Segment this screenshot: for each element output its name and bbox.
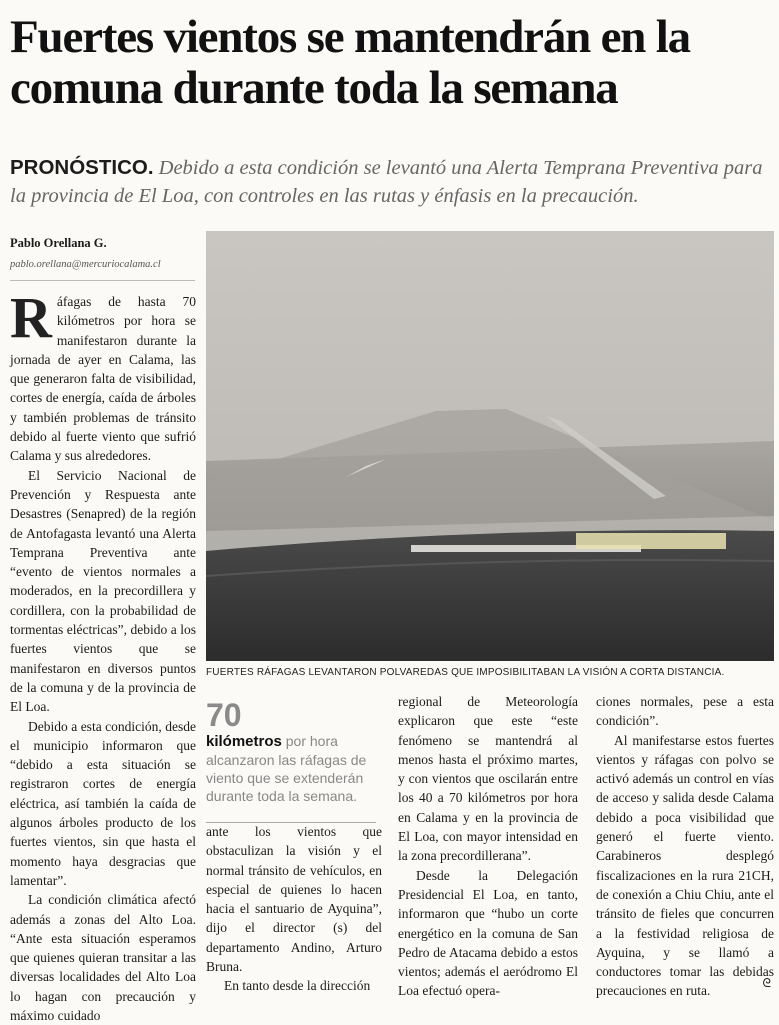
body-col2-p2: En tanto desde la dirección <box>224 978 371 994</box>
body-column-4 <box>596 692 774 1001</box>
body-col4-p1: ciones normales, pese a esta condición”. <box>596 694 774 729</box>
body-col1-p1: áfagas de hasta 70 kilómetros por hora se manifestaron durante la jornada de ayer en Calama, las que generaron falta de visibilidad, cortes de energía, caída de árboles y también problemas de tránsito debido al fuerte viento que sufrió Calama y sus alrededores. <box>10 294 196 464</box>
photo-illustration <box>206 231 774 661</box>
end-mark-icon: ᘓ <box>762 976 771 990</box>
stat-text: por hora alcanzaron las ráfagas de viento que se extenderán durante toda la semana. <box>206 733 367 804</box>
photo-caption: FUERTES RÁFAGAS LEVANTARON POLVAREDAS QUE IMPOSIBILITABAN LA VISIÓN A CORTA DISTANCIA. <box>206 667 725 678</box>
body-col3-p2: Desde la Delegación Presidencial El Loa, en tanto, informaron que “hubo un corte energético en la comuna de San Pedro de Atacama debido a estos vientos; además el aeródromo El Loa efectuó opera- <box>398 867 578 999</box>
byline-divider <box>10 280 195 281</box>
byline-email[interactable]: pablo.orellana@mercuriocalama.cl <box>10 259 161 270</box>
deck <box>10 154 772 210</box>
stat-number: 70 <box>206 697 242 733</box>
body-col3-p1: regional de Meteorología explicaron que este “este fenómeno se mantendrá al menos hasta el próximo martes, y con vientos que oscilarán entre los 40 a 70 kilómetros por hora en Calama y en la provincia de El Loa, con mayor intensidad en la zona precordillerana”. <box>398 694 578 864</box>
body-col1-p3: Debido a esta condición, desde el municipio informaron que “debido a esta situación se registraron cortes de energía eléctrica, así también la caída de algunos árboles producto de los fuertes vientos, sin que hasta el momento haya desgracias que lamentar”. <box>10 718 196 888</box>
body-col2-p1: ante los vientos que obstaculizan la visión y el normal tránsito de vehículos, en especial de quienes lo hacen hacia el santuario de Ayquina”, dijo el director (s) del departamento Andino, Arturo Bruna. <box>206 824 382 975</box>
headline: Fuertes vientos se mantendrán en la comuna durante toda la semana <box>10 11 690 114</box>
body-col1-p2: El Servicio Nacional de Prevención y Respuesta ante Desastres (Senapred) de la región de Antofagasta levantó una Alerta Temprana Preventiva ante “evento de vientos normales a moderados, en la precordillera y cordillera, con la probabilidad de tormentas eléctricas”, debido a los fuertes vientos que se manifestaron en diversos puntos de la comuna y de la provincia de El Loa. <box>10 467 196 715</box>
photo-dusty-road <box>206 231 774 661</box>
byline-author: Pablo Orellana G. <box>10 236 107 250</box>
deck-kicker: PRONÓSTICO. <box>10 156 154 179</box>
stat-box <box>206 698 376 805</box>
body-col1-p4: La condición climática afectó además a zonas del Alto Loa. “Ante esta situación esperamos que quienes quieran transitar a las diversas localidades del Alto Loa lo hagan con precaución y máximo cuidado <box>10 892 196 1023</box>
body-col4-p2: Al manifestarse estos fuertes vientos y ráfagas con polvo se activó además un control en vías de acceso y salida desde Calama debido a poca visibilidad que generó el fuerte viento. Carabineros desplegó fiscalizaciones en la rura 21CH, de conexión a Chiu Chiu, ante el tránsito de fieles que concurren a la festividad religiosa de Ayquina, y se llamó a conductores tomar las debidas precauciones en ruta. <box>596 732 774 999</box>
deck-text: Debido a esta condición se levantó una Alerta Temprana Preventiva para la provincia de El Loa, con controles en las rutas y énfasis en la precaución. <box>10 157 763 207</box>
body-column-1 <box>10 285 196 1025</box>
dropcap: R <box>10 285 52 350</box>
body-column-3 <box>398 692 578 1001</box>
byline <box>10 236 200 270</box>
body-column-2 <box>206 822 382 996</box>
stat-unit: kilómetros <box>206 733 282 750</box>
